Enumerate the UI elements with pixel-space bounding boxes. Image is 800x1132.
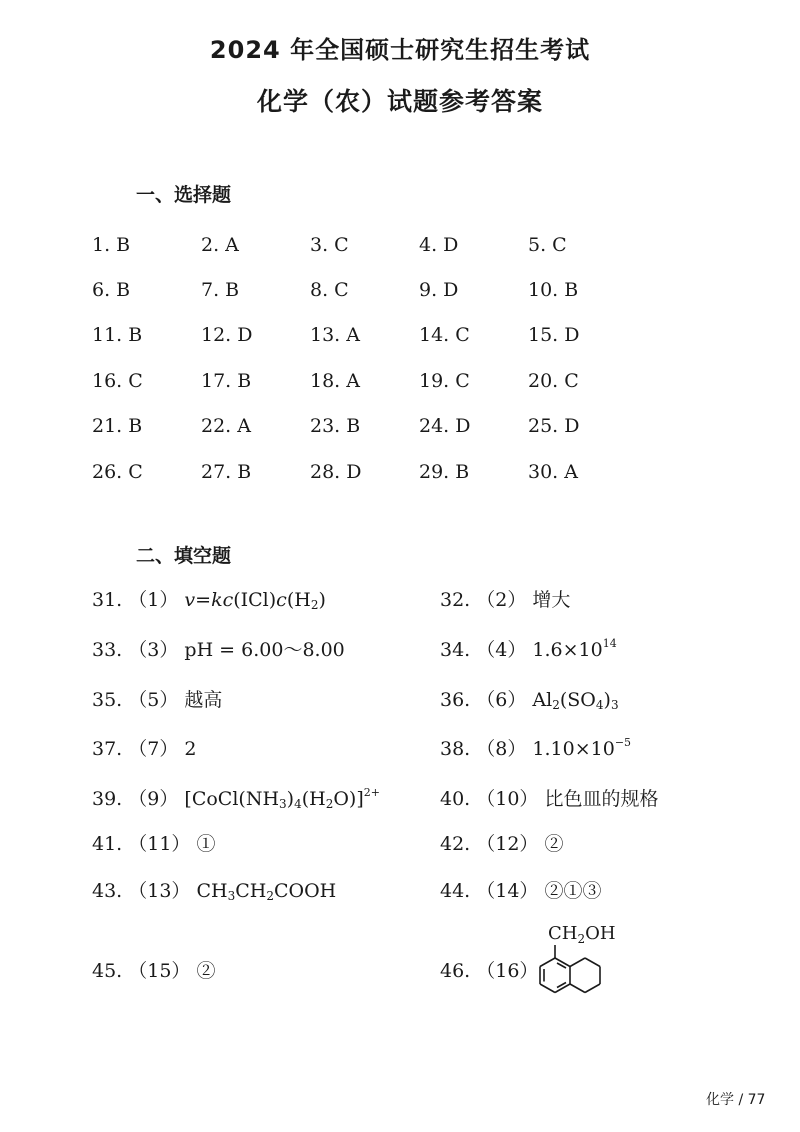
fill-prefix: 33. （3） <box>92 639 179 661</box>
tetralin-methanol-structure <box>527 921 637 1013</box>
fill-value: 比色皿的规格 <box>544 788 659 810</box>
acid-formula: $CH_3CH_2COOH$ <box>196 880 337 903</box>
choice-answer: 13. A <box>310 324 360 347</box>
choice-answer: 23. B <box>310 415 361 438</box>
page-footer: 化学 / 77 <box>706 1092 766 1108</box>
fill-answer-38 <box>440 734 631 761</box>
fill-answer-35 <box>92 685 222 712</box>
fill-answer-45 <box>92 956 216 983</box>
choice-row <box>92 267 637 312</box>
fill-prefix: 39. （9） <box>92 788 179 810</box>
fill-value: ② <box>544 833 564 855</box>
ch2oh-label: $CH_2OH$ <box>548 923 616 946</box>
fill-answer-33 <box>92 635 345 662</box>
fill-value: ① <box>196 833 216 855</box>
choice-answer: 12. D <box>201 324 253 347</box>
choice-answer: 3. C <box>310 233 349 256</box>
choice-answer: 5. C <box>528 233 567 256</box>
fill-answer-31 <box>92 585 326 612</box>
choice-answer: 7. B <box>201 279 240 302</box>
choice-answer: 20. C <box>528 369 579 392</box>
section-heading-choice: 一、选择题 <box>136 184 232 206</box>
section-heading-fill: 二、填空题 <box>136 545 232 567</box>
choice-answer: 24. D <box>419 415 471 438</box>
fill-prefix: 46. （16） <box>440 960 539 982</box>
fill-prefix: 35. （5） <box>92 689 179 711</box>
fill-prefix: 45. （15） <box>92 960 191 982</box>
fill-prefix: 41. （11） <box>92 833 191 855</box>
choice-row <box>92 222 637 267</box>
choice-answer-grid <box>92 222 637 494</box>
choice-answer: 9. D <box>419 279 459 302</box>
fill-answer-46 <box>440 956 538 983</box>
choice-answer: 6. B <box>92 279 131 302</box>
choice-answer: 15. D <box>528 324 580 347</box>
choice-answer: 25. D <box>528 415 580 438</box>
choice-answer: 16. C <box>92 369 143 392</box>
choice-row <box>92 313 637 358</box>
choice-row <box>92 404 637 449</box>
scientific-value: $1.10\times 10^{-5}$ <box>532 736 632 760</box>
salt-formula: $Al_2(SO_4)_3$ <box>532 689 619 712</box>
fill-value: pH = 6.00～8.00 <box>184 639 345 661</box>
scientific-value: $1.6\times 10^{14}$ <box>532 637 617 661</box>
fill-answer-43 <box>92 876 336 903</box>
fill-prefix: 34. （4） <box>440 639 527 661</box>
choice-answer: 27. B <box>201 460 252 483</box>
fill-answer-39 <box>92 784 380 811</box>
fill-prefix: 37. （7） <box>92 738 179 760</box>
ring-bonds <box>540 945 600 993</box>
fill-answer-44 <box>440 876 602 903</box>
complex-formula: $[CoCl(NH_3)_4(H_2O)]^{2+}$ <box>184 786 380 811</box>
rate-equation: $v=kc(ICl)c(H_2)$ <box>184 589 326 612</box>
choice-answer: 10. B <box>528 279 579 302</box>
fill-answer-42 <box>440 829 564 856</box>
choice-answer: 11. B <box>92 324 143 347</box>
choice-row <box>92 358 637 403</box>
fill-value: 越高 <box>184 689 223 711</box>
choice-answer: 14. C <box>419 324 470 347</box>
fill-answer-41 <box>92 829 216 856</box>
fill-value: ② <box>196 960 216 982</box>
fill-prefix: 40. （10） <box>440 788 539 810</box>
fill-prefix: 31. （1） <box>92 589 179 611</box>
fill-value: 2 <box>184 738 197 760</box>
fill-answer-34 <box>440 635 617 662</box>
choice-answer: 1. B <box>92 233 131 256</box>
document-title: 2024 年全国硕士研究生招生考试 <box>209 36 591 64</box>
choice-answer: 26. C <box>92 460 143 483</box>
fill-answer-36 <box>440 685 619 712</box>
fill-prefix: 38. （8） <box>440 738 527 760</box>
fill-prefix: 42. （12） <box>440 833 539 855</box>
fill-prefix: 36. （6） <box>440 689 527 711</box>
choice-answer: 19. C <box>419 369 470 392</box>
fill-answer-40 <box>440 784 659 811</box>
choice-answer: 8. C <box>310 279 349 302</box>
fill-answer-37 <box>92 734 197 761</box>
choice-answer: 28. D <box>310 460 362 483</box>
fill-answer-32 <box>440 585 570 612</box>
choice-answer: 29. B <box>419 460 470 483</box>
choice-answer: 18. A <box>310 369 360 392</box>
choice-answer: 2. A <box>201 233 239 256</box>
choice-answer: 22. A <box>201 415 251 438</box>
choice-answer: 17. B <box>201 369 252 392</box>
choice-answer: 30. A <box>528 460 578 483</box>
fill-prefix: 32. （2） <box>440 589 527 611</box>
fill-value: ②①③ <box>544 880 602 902</box>
document-subtitle: 化学（农）试题参考答案 <box>256 87 543 116</box>
choice-answer: 21. B <box>92 415 143 438</box>
fill-value: 增大 <box>532 589 571 611</box>
choice-row <box>92 449 637 494</box>
fill-prefix: 44. （14） <box>440 880 539 902</box>
fill-prefix: 43. （13） <box>92 880 191 902</box>
choice-answer: 4. D <box>419 233 459 256</box>
